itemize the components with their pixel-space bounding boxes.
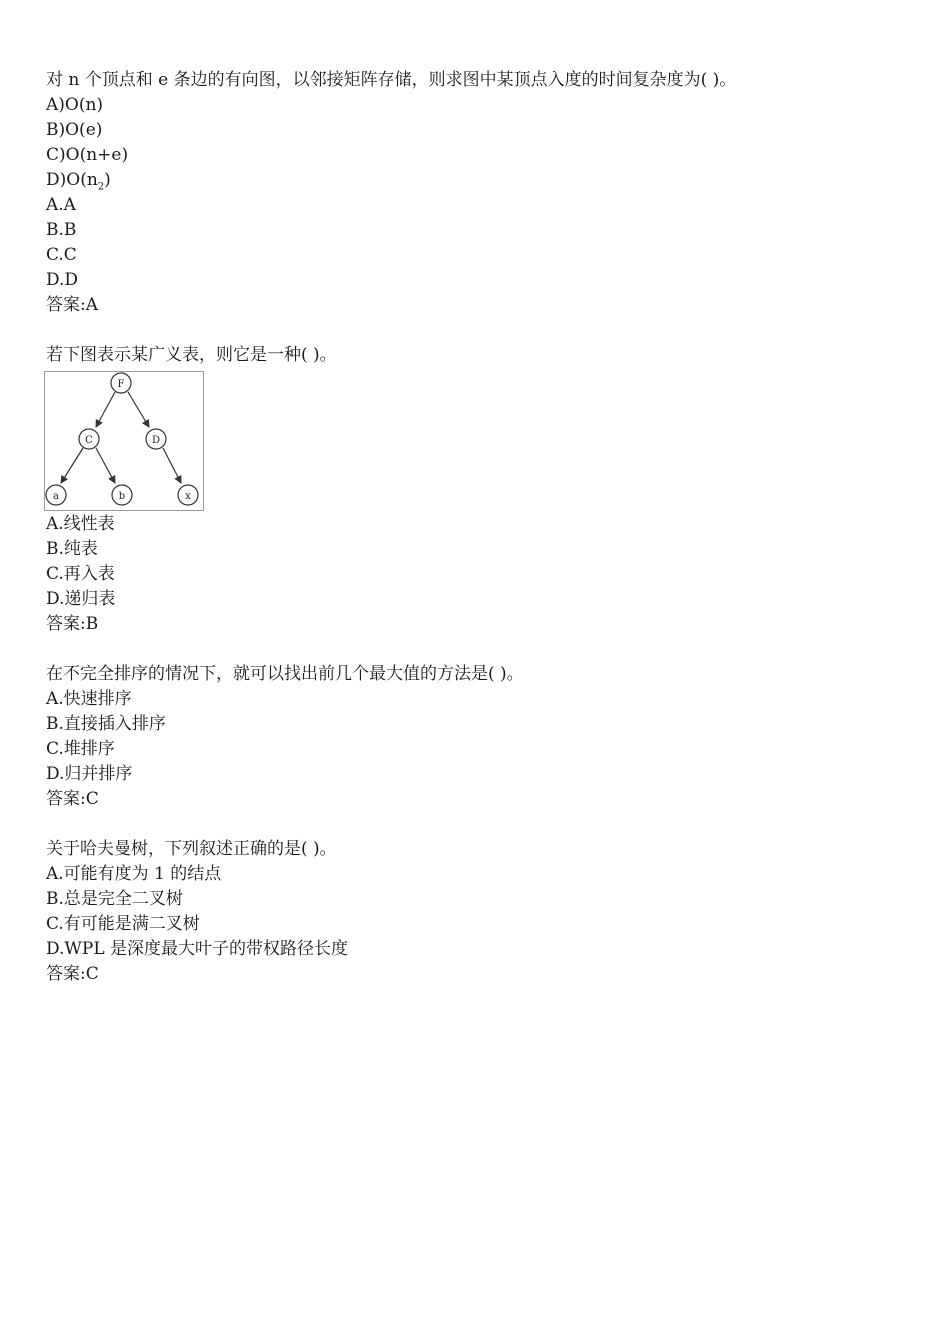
question-stem: 关于哈夫曼树，下列叙述正确的是( )。 [46,839,337,859]
option-d: D.递归表 [46,589,116,609]
answer: 答案:C [46,789,99,809]
option-b: B.纯表 [46,539,98,559]
pre-option: C)O(n+e) [46,145,129,165]
edge-c-b [96,448,115,483]
question-2 [46,343,906,637]
option-d: D.WPL 是深度最大叶子的带权路径长度 [46,939,349,959]
option-d: D.D [46,270,79,290]
option-a: A.可能有度为 1 的结点 [46,864,222,884]
option-c: C.C [46,245,77,265]
question-3 [46,662,906,812]
option-c: C.堆排序 [46,739,115,759]
pre-option: B)O(e) [46,120,103,140]
question-1 [46,68,906,318]
edge-f-d [128,392,149,427]
option-a: A.快速排序 [46,689,132,709]
option-b: B.B [46,220,77,240]
answer: 答案:B [46,614,99,634]
option-b: B.总是完全二叉树 [46,889,183,909]
question-4 [46,837,906,987]
edge-f-c [96,392,115,427]
node-c-label: C [85,435,93,446]
question-stem: 若下图表示某广义表，则它是一种( )。 [46,345,337,365]
option-a: A.A [46,195,76,215]
generalized-list-figure [44,371,204,511]
pre-option-d-main: D)O(n [46,170,98,190]
pre-option-d-end: ) [104,170,111,190]
option-d: D.归并排序 [46,764,133,784]
answer: 答案:A [46,295,99,315]
node-f-label: F [117,379,125,390]
tree-diagram [45,372,203,510]
pre-option-d-subscript: 2 [97,181,105,193]
pre-option: A)O(n) [46,95,104,115]
node-x-label: x [185,491,191,502]
question-stem: 对 n 个顶点和 e 条边的有向图，以邻接矩阵存储，则求图中某顶点入度的时间复杂度为( )。 [46,70,737,90]
answer: 答案:C [46,964,99,984]
edge-c-a [61,448,83,483]
edge-d-x [163,448,181,483]
option-b: B.直接插入排序 [46,714,166,734]
option-c: C.再入表 [46,564,115,584]
node-d-label: D [151,435,161,446]
option-a: A.线性表 [46,514,115,534]
pre-option-d [46,168,906,193]
question-stem: 在不完全排序的情况下，就可以找出前几个最大值的方法是( )。 [46,664,524,684]
option-c: C.有可能是满二叉树 [46,914,200,934]
node-b-label: b [118,491,126,502]
document-page [46,68,906,987]
node-a-label: a [53,491,59,502]
